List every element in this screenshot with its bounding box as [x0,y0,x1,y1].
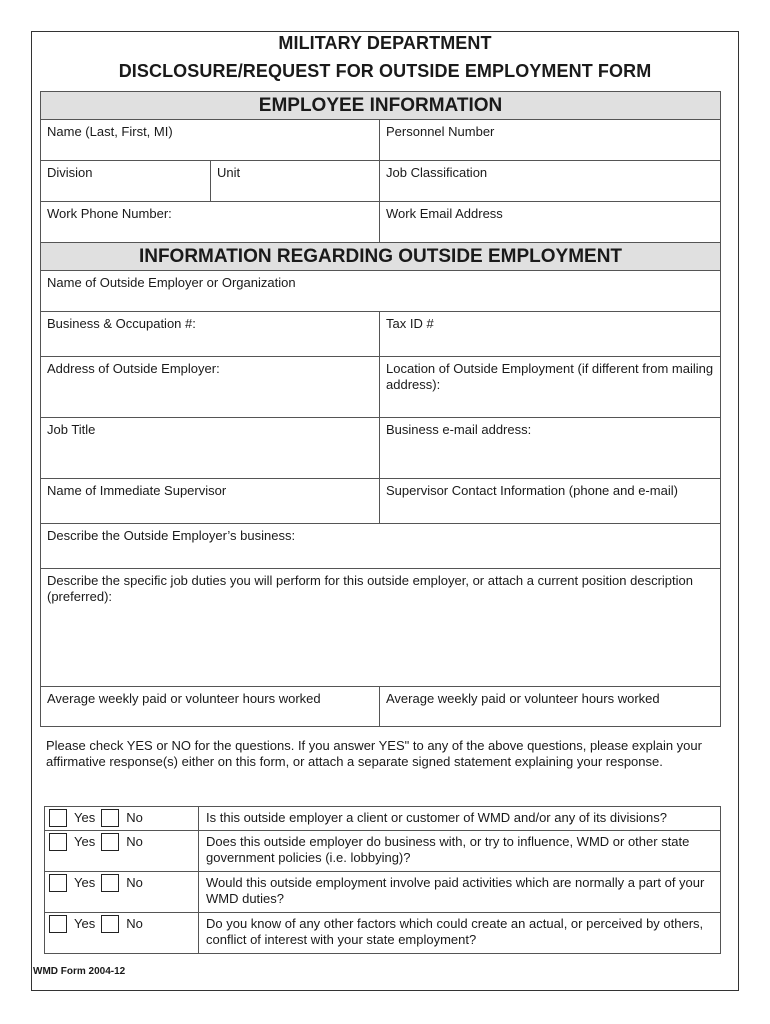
question-2-options [45,831,199,872]
job-title-field[interactable] [41,418,380,479]
question-4-options [45,913,199,954]
employer-address-field[interactable] [41,357,380,418]
personnel-number-label: Personnel Number [386,124,495,139]
weekly-hours-label-right: Average weekly paid or volunteer hours worked [386,691,660,706]
question-2-no-checkbox[interactable] [101,833,119,851]
job-classification-field[interactable] [380,161,721,202]
weekly-hours-label-left: Average weekly paid or volunteer hours worked [47,691,321,706]
weekly-hours-field-right[interactable] [380,687,721,727]
form-title-line2: DISCLOSURE/REQUEST FOR OUTSIDE EMPLOYMENT FORM [118,61,652,81]
business-occupation-label: Business & Occupation #: [47,316,196,331]
describe-business-field[interactable] [41,524,721,569]
yes-label: Yes [74,916,96,931]
tax-id-field[interactable] [380,312,721,357]
employee-info-table [40,91,721,243]
unit-label: Unit [217,165,241,180]
no-label: No [126,810,143,825]
name-field[interactable] [41,120,380,161]
question-3-text: Would this outside employment involve paid activities which are normally a part of your WMD duties? [199,872,721,913]
weekly-hours-field-left[interactable] [41,687,380,727]
employment-location-field[interactable] [380,357,721,418]
yes-label: Yes [74,875,96,890]
work-email-field[interactable] [380,202,721,243]
question-1-options [45,807,199,831]
outside-employer-name-field[interactable] [41,271,721,312]
employee-info-header: EMPLOYEE INFORMATION [41,92,721,120]
outside-employment-table [40,242,721,727]
supervisor-contact-label: Supervisor Contact Information (phone and e-mail) [386,483,678,498]
job-title-label: Job Title [47,422,96,437]
yes-label: Yes [74,810,96,825]
form-number: WMD Form 2004-12 [33,966,126,977]
question-1-text: Is this outside employer a client or customer of WMD and/or any of its divisions? [199,807,721,831]
supervisor-name-label: Name of Immediate Supervisor [47,483,227,498]
question-3-no-checkbox[interactable] [101,874,119,892]
no-label: No [126,834,143,849]
yes-label: Yes [74,834,96,849]
division-field[interactable] [41,161,211,202]
supervisor-contact-field[interactable] [380,479,721,524]
describe-business-label: Describe the Outside Employer’s business: [47,528,296,543]
business-email-label: Business e-mail address: [386,422,532,437]
employer-address-label: Address of Outside Employer: [47,361,220,376]
unit-field[interactable] [211,161,380,202]
question-4-yes-checkbox[interactable] [49,915,67,933]
division-label: Division [47,165,93,180]
question-3-yes-checkbox[interactable] [49,874,67,892]
work-phone-field[interactable] [41,202,380,243]
describe-duties-field[interactable] [41,569,721,687]
question-3-options [45,872,199,913]
supervisor-name-field[interactable] [41,479,380,524]
work-email-label: Work Email Address [386,206,503,221]
outside-employment-header: INFORMATION REGARDING OUTSIDE EMPLOYMENT [41,243,721,271]
outside-employer-name-label: Name of Outside Employer or Organization [47,275,296,290]
question-4-no-checkbox[interactable] [101,915,119,933]
employment-location-label: Location of Outside Employment (if different from mailing address): [386,361,714,392]
form-title-line1: MILITARY DEPARTMENT [278,33,492,53]
work-phone-label: Work Phone Number: [47,206,172,221]
business-email-field[interactable] [380,418,721,479]
describe-duties-label: Describe the specific job duties you will perform for this outside employer, or attach a current position description (preferred): [47,573,693,604]
question-4-text: Do you know of any other factors which could create an actual, or perceived by others, conflict of interest with your state employment? [199,913,721,954]
instructions-text: Please check YES or NO for the questions. If you answer YES" to any of the above questions, please explain your affirmative response(s) either on this form, or attach a separate signed statement explaining your response. [46,738,702,769]
question-2-text: Does this outside employer do business with, or try to influence, WMD or other state government policies (i.e. lobbying)? [199,831,721,872]
question-1-no-checkbox[interactable] [101,809,119,827]
job-classification-label: Job Classification [386,165,488,180]
question-1-yes-checkbox[interactable] [49,809,67,827]
personnel-number-field[interactable] [380,120,721,161]
business-occupation-field[interactable] [41,312,380,357]
tax-id-label: Tax ID # [386,316,434,331]
no-label: No [126,916,143,931]
question-2-yes-checkbox[interactable] [49,833,67,851]
questions-table [44,806,721,954]
name-label: Name (Last, First, MI) [47,124,173,139]
no-label: No [126,875,143,890]
